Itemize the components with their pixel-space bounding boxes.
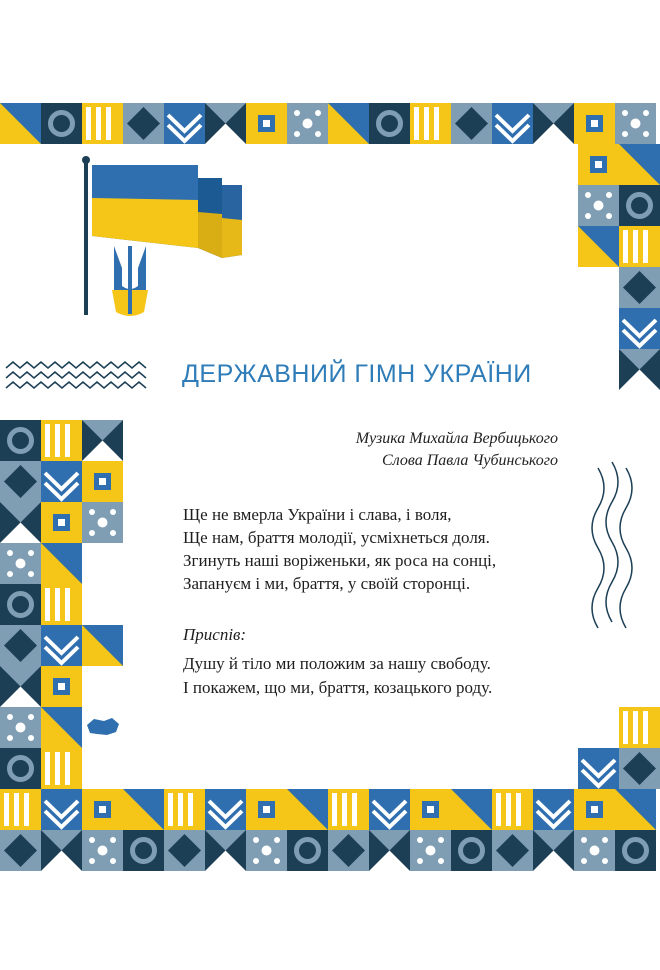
verse-line: Згинуть наші воріженьки, як роса на сонці, bbox=[183, 551, 497, 570]
verse-line: Ще не вмерла України і слава, і воля, bbox=[183, 505, 452, 524]
chorus-label: Приспів: bbox=[183, 625, 247, 644]
page-title: ДЕРЖАВНИЙ ГІМН УКРАЇНИ bbox=[182, 360, 532, 388]
credits bbox=[356, 428, 558, 472]
chorus bbox=[183, 652, 492, 700]
verse-line: Ще нам, браття молодії, усміхнеться доля. bbox=[183, 528, 490, 547]
music-credit: Музика Михайла Вербицького bbox=[355, 430, 558, 447]
chorus-line: І покажем, що ми, браття, козацького роду. bbox=[183, 678, 493, 697]
verse-line: Запануєм і ми, браття, у своїй сторонці. bbox=[183, 574, 471, 593]
verse bbox=[183, 503, 496, 595]
words-credit: Слова Павла Чубинського bbox=[382, 452, 558, 469]
chorus-line: Душу й тіло ми положим за нашу свободу. bbox=[183, 654, 491, 673]
